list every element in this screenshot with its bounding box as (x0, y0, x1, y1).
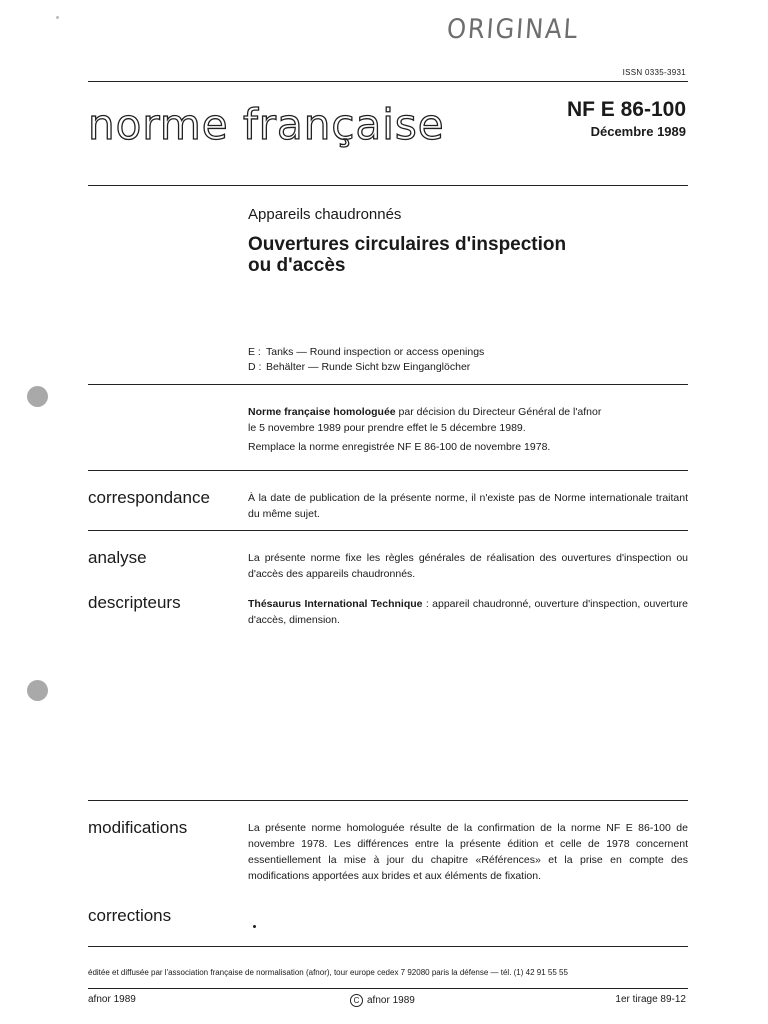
footer-print-run: 1er tirage 89-12 (615, 994, 686, 1005)
punch-hole-upper (27, 386, 48, 407)
translation-text: Behälter — Runde Sicht bzw Einganglöcher (266, 361, 471, 373)
modifications-text: La présente norme homologuée résulte de la confirmation de la norme NF E 86-100 de novembre 1978. Les différences entre la présente édition et celle de 1978 concernent essentiellement la mise à jour du chapitre «Références» et la prise en compte des modifications apportées aux brides et aux éléments de fixation. (248, 822, 688, 882)
original-stamp: ORIGINAL (445, 14, 580, 45)
language-code: D : (248, 361, 262, 373)
homologation-line2: le 5 novembre 1989 pour prendre effet le 5 décembre 1989. (248, 422, 526, 434)
correspondance-text: À la date de publication de la présente norme, il n'existe pas de Norme internationale traitant du même sujet. (248, 492, 688, 520)
footer-rule-bottom (88, 988, 688, 989)
standard-reference: NF E 86-100 (566, 98, 686, 121)
homologation-line1: par décision du Directeur Général de l'afnor (395, 406, 602, 418)
header-rule-bottom (88, 185, 688, 186)
descripteurs-text (248, 596, 688, 628)
label-descripteurs: descripteurs (88, 593, 181, 612)
label-modifications: modifications (88, 818, 188, 837)
replaces-notice: Remplace la norme enregistrée NF E 86-100 de novembre 1978. (248, 441, 551, 453)
brand-title: norme française (88, 100, 445, 149)
language-code: E : (248, 346, 261, 358)
label-corrections: corrections (88, 906, 172, 925)
analyse-text: La présente norme fixe les règles générales de réalisation des ouvertures d'inspection ou d'accès des appareils chaudronnés. (248, 552, 688, 580)
document-subject: Appareils chaudronnés (248, 206, 402, 223)
homologation-bold: Norme française homologuée (248, 406, 396, 418)
corrections-mark (253, 925, 256, 928)
document-title (248, 234, 668, 276)
homologation-notice (248, 404, 688, 455)
label-analyse: analyse (88, 548, 147, 567)
footer-copyright (350, 994, 415, 1007)
publisher-info: éditée et diffusée par l'association française de normalisation (afnor), tour europe cedex 7 92080 paris la défense — tél. (1) 42 91 55 55 (88, 968, 568, 977)
title-line-2: ou d'accès (248, 255, 346, 276)
issn: ISSN 0335-3931 (622, 68, 686, 77)
copyright-text: afnor 1989 (367, 995, 415, 1007)
translation-english (248, 346, 484, 358)
section-rule (88, 530, 688, 531)
descripteurs-terms: : appareil chaudronné, ouverture d'inspection, ouverture d'accès, dimension. (248, 598, 689, 626)
title-line-1: Ouvertures circulaires d'inspection (248, 234, 567, 255)
scan-speck (56, 16, 59, 19)
label-correspondance: correspondance (88, 488, 210, 507)
translation-text: Tanks — Round inspection or access openings (266, 346, 485, 358)
publication-date: Décembre 1989 (590, 124, 686, 139)
descripteurs-thesaurus: Thésaurus International Technique (248, 598, 423, 610)
footer-left: afnor 1989 (88, 994, 136, 1005)
header-rule-top (88, 81, 688, 82)
section-rule (88, 470, 688, 471)
translation-german (248, 361, 470, 373)
section-rule (88, 384, 688, 385)
footer-rule-top (88, 946, 688, 947)
punch-hole-lower (27, 680, 48, 701)
section-rule (88, 800, 688, 801)
copyright-icon: C (350, 994, 363, 1007)
